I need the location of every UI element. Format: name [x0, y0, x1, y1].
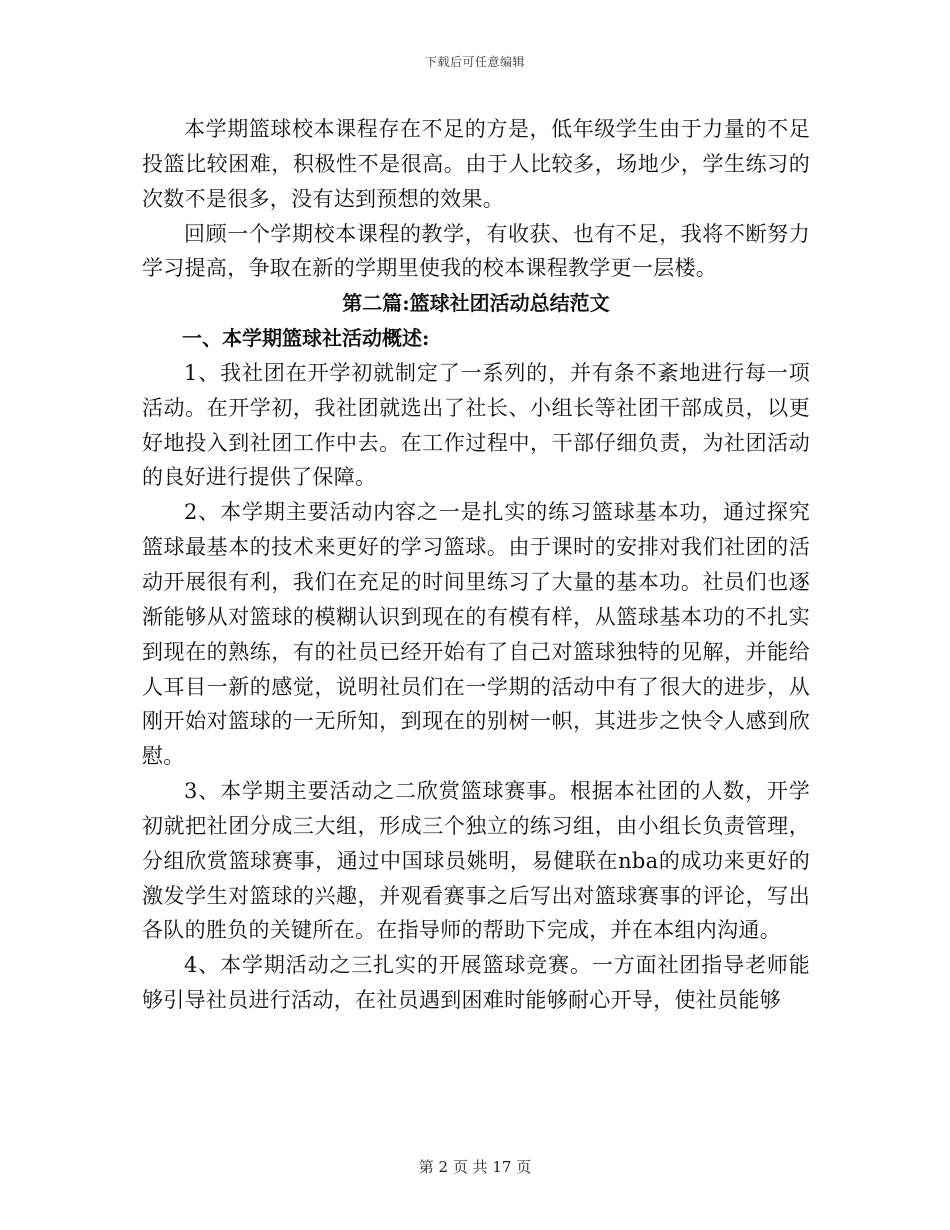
- paragraph-6: 4、本学期活动之三扎实的开展篮球竞赛。一方面社团指导老师能够引导社员进行活动，在社员遇到困难时能够耐心开导，使社员能够: [142, 953, 810, 1013]
- paragraph-2: 回顾一个学期校本课程的教学，有收获、也有不足，我将不断努力学习提高，争取在新的学期里使我的校本课程教学更一层楼。: [142, 221, 810, 281]
- paragraph-4: 2、本学期主要活动内容之一是扎实的练习篮球基本功，通过探究篮球最基本的技术来更好的学习篮球。由于课时的安排对我们社团的活动开展很有利，我们在充足的时间里练习了大量的基本功。社员们也逐渐能够从对篮球的模糊认识到现在的有模有样，从篮球基本功的不扎实到现在的熟练，有的社员已经开始有了自己对篮球独特的见解，并能给人耳目一新的感觉，说明社员们在一学期的活动中有了很大的进步，从刚开始对篮球的一无所知，到现在的别树一帜，其进步之快令人感到欣慰。: [142, 500, 810, 769]
- paragraph-5: 3、本学期主要活动之二欣赏篮球赛事。根据本社团的人数，开学初就把社团分成三大组，形成三个独立的练习组，由小组长负责管理，分组欣赏篮球赛事，通过中国球员姚明，易健联在nba的成功来更好的激发学生对篮球的兴趣，并观看赛事之后写出对篮球赛事的评论，写出各队的胜负的关键所在。在指导师的帮助下完成，并在本组内沟通。: [142, 779, 810, 943]
- document-body: [142, 112, 810, 1018]
- page-footer: 第 2 页 共 17 页: [418, 1158, 532, 1176]
- page-header: 下载后可任意编辑: [424, 55, 525, 69]
- paragraph-1: 本学期篮球校本课程存在不足的方是，低年级学生由于力量的不足投篮比较困难，积极性不是很高。由于人比较多，场地少，学生练习的次数不是很多，没有达到预想的效果。: [142, 117, 810, 211]
- section-title: 第二篇:篮球社团活动总结范文: [342, 291, 610, 316]
- section-subheading: 一、本学期篮球社活动概述:: [182, 326, 430, 351]
- paragraph-3: 1、我社团在开学初就制定了一系列的，并有条不紊地进行每一项活动。在开学初，我社团就选出了社长、小组长等社团干部成员，以更好地投入到社团工作中去。在工作过程中，干部仔细负责，为社团活动的良好进行提供了保障。: [142, 360, 810, 490]
